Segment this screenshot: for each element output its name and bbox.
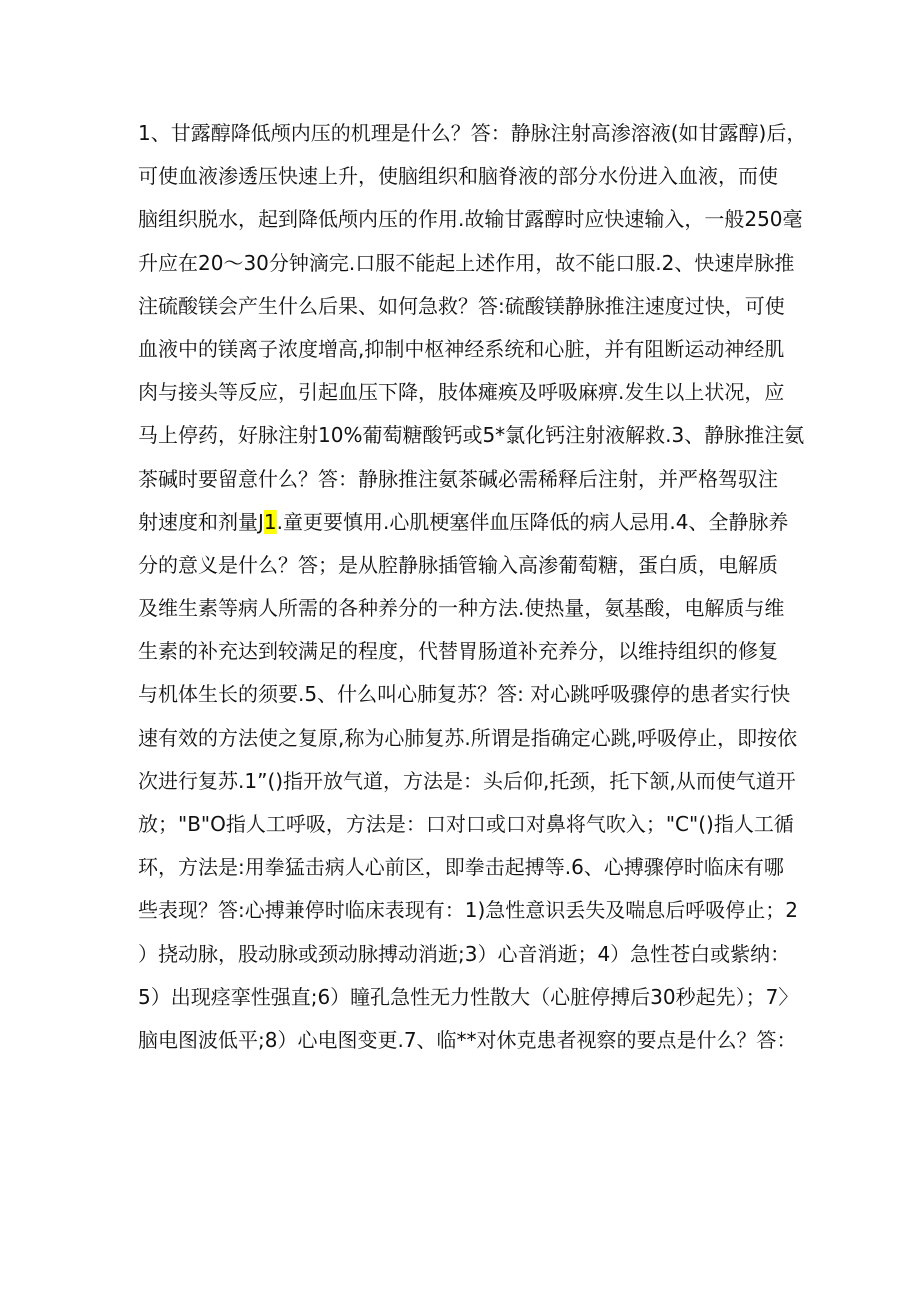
text-line: 脑电图波低平;8）心电图变更.7、临**对休克患者视察的要点是什么？答： [138,1027,797,1052]
text-line: 及维生素等病人所需的各种养分的一种方法.使热量，氨基酸，电解质与维 [138,596,785,621]
text-line: 可使血液渗透压快速上升，使脑组织和脑脊液的部分水份进入血液，而使 [138,164,778,189]
text-line: 茶碱时要留意什么？答：静脉推注氨茶碱必需稀释后注射，并严格驾驭注 [138,466,778,491]
text-line: 次进行复苏.1”()指开放气道，方法是：头后仰,托颈，托下颔,从而使气道开 [138,768,796,793]
text-line: 肉与接头等反应，引起血压下降，肢体瘫痪及呼吸麻痹.发生以上状况，应 [138,380,785,405]
text-line: 马上停药，好脉注射10%葡萄糖酸钙或5*氯化钙注射液解救.3、静脉推注氨 [138,423,805,448]
text-line: 5）出现痉挛性强直;6）瞳孔急性无力性散大（心脏停搏后30秒起先）；7〉 [138,984,799,1009]
document-body [138,112,807,1062]
text-segment: .童更要慎用.心肌梗塞伴血压降低的病人忌用.4、全静脉养 [276,509,789,534]
text-line: 速有效的方法使之复原,称为心肺复苏.所谓是指确定心跳,呼吸停止，即按依 [138,725,798,750]
text-line: 升应在20～30分钟滴完.口服不能起上述作用，故不能口服.2、快速岸脉推 [138,250,795,275]
text-line: ）挠动脉，股动脉或颈动脉搏动消逝;3）心音消逝；4）急性苍白或紫纳： [138,941,791,966]
text-line: 些表现？答:心搏兼停时临床表现有：1)急性意识丢失及喘息后呼吸停止；2 [138,898,798,923]
text-line: 与机体生长的须要.5、什么叫心肺复苏？答: 对心跳呼吸骤停的患者实行快 [138,682,791,707]
text-line-highlighted [138,501,798,544]
highlight-mark: 1 [263,509,277,534]
text-line: 分的意义是什么？答；是从腔静脉插管输入高渗葡萄糖，蛋白质，电解质 [138,552,778,577]
text-line: 1、甘露醇降低颅内压的机理是什么？答：静脉注射高渗溶液(如甘露醇)后， [138,121,807,145]
text-line: 血液中的镁离子浓度增高,抑制中枢神经系统和心脏，并有阻断运动神经肌 [138,336,785,361]
text-line: 生素的补充达到较满足的程度，代替胃肠道补充养分，以维持组织的修复 [138,639,778,664]
text-line: 放；"B"O指人工呼吸，方法是：口对口或口对鼻将气吹入；"C"()指人工循 [138,812,794,836]
text-segment: 射速度和剂量J [138,509,264,534]
text-line: 环，方法是:用拳猛击病人心前区，即拳击起搏等.6、心搏骤停时临床有哪 [138,855,784,880]
text-line: 脑组织脱水，起到降低颅内压的作用.故输甘露醇时应快速输入，一般250毫 [138,207,803,232]
text-line: 注硫酸镁会产生什么后果、如何急救？答:硫酸镁静脉推注速度过快，可使 [138,293,785,318]
